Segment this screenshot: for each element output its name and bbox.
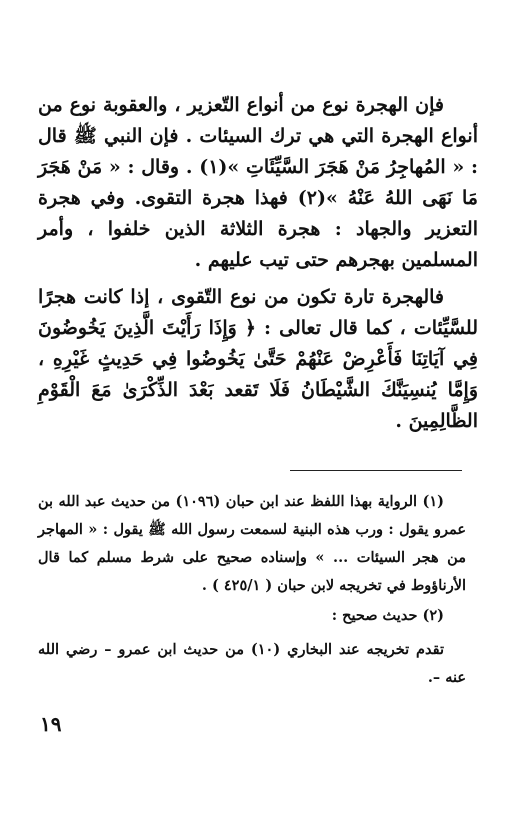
page-number: ١٩ <box>40 712 62 736</box>
main-paragraph-2: فالهجرة تارة تكون من نوع التّقوى ، إذا كانت هجرًا للسَّيِّئات ، كما قال تعالى : ﴿ وَإِذَا رَأَيْتَ الَّذِينَ يَخُوضُونَ فِي آيَاتِنَا فَأَعْرِضْ عَنْهُمْ حَتَّىٰ يَخُوضُوا فِي حَدِيثٍ غَيْرِهِ ، وَإِمَّا يُنسِيَنَّكَ الشَّيْطَانُ فَلَا تَقعد بَعْدَ الذِّكْرَىٰ مَعَ الْقَوْمِ الظَّالِمِينَ . <box>38 286 478 432</box>
footnote-2-title: (٢) حديث صحيح : <box>331 607 444 624</box>
footnotes-block <box>38 488 466 692</box>
main-paragraph-1: فإن الهجرة نوع من أنواع التّعزير ، والعقوبة نوع من أنواع الهجرة التي هي ترك السيئات . فإن النبي ﷺ قال : « المُهاجِرُ مَنْ هَجَرَ السَّيِّئَاتِ »(١) . وقال : « مَنْ هَجَرَ مَا نَهَى اللهُ عَنْهُ »(٢) فهذا هجرة التقوى. وفي هجرة التعزير والجهاد : هجرة الثلاثة الذين خلفوا ، وأمر المسلمين بهجرهم حتى تيب عليهم . <box>38 94 478 271</box>
footnote-1: (١) الرواية بهذا اللفظ عند ابن حبان (١٠٩٦) من حديث عبد الله بن عمرو يقول : ورب هذه البنية لسمعت رسول الله ﷺ يقول : « المهاجر من هجر السيئات ... » وإسناده صحيح على شرط مسلم كما قال الأرناؤوط في تخريجه لابن حبان ( ٤٢٥/١ ) . <box>38 493 466 594</box>
footnote-separator <box>290 470 462 471</box>
main-text-block <box>38 90 478 437</box>
footnote-2-body: تقدم تخريجه عند البخاري (١٠) من حديث ابن عمرو – رضي الله عنه –. <box>38 641 466 686</box>
